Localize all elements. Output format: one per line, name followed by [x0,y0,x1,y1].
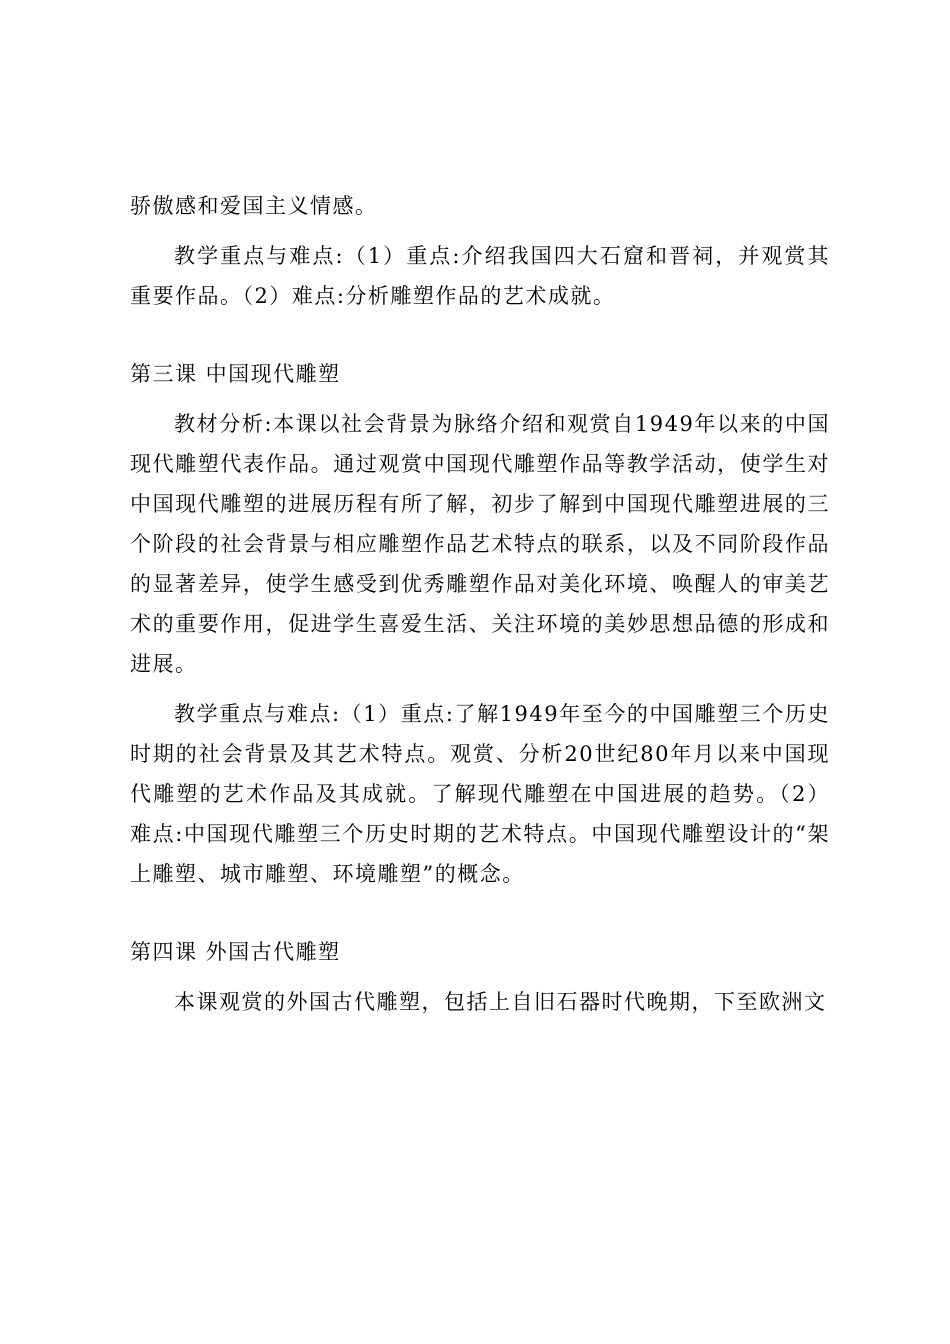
lesson-4-heading: 第四课 外国古代雕塑 [130,940,341,964]
document-body [130,186,830,1022]
paragraph-lesson-4-intro: 本课观赏的外国古代雕塑，包括上自旧石器时代晚期，下至欧洲文 [174,990,827,1014]
lesson-3-heading: 第三课 中国现代雕塑 [130,362,341,386]
paragraph-lesson-3-key-points: 教学重点与难点:（1）重点:了解1949年至今的中国雕塑三个历史时期的社会背景及其艺术特点。观赏、分析20世纪80年月以来中国现代雕塑的艺术作品及其成就。了解现代雕塑在中国进展的趋势。（2）难点:中国现代雕塑三个历史时期的艺术特点。中国现代雕塑设计的“架上雕塑、城市雕塑、环境雕塑”的概念。 [130,702,830,886]
paragraph-lesson-3-analysis: 教材分析:本课以社会背景为脉络介绍和观赏自1949年以来的中国现代雕塑代表作品。通过观赏中国现代雕塑作品等教学活动，使学生对中国现代雕塑的进展历程有所了解，初步了解到中国现代雕塑进展的三个阶段的社会背景与相应雕塑作品艺术特点的联系，以及不同阶段作品的显著差异，使学生感受到优秀雕塑作品对美化环境、唤醒人的审美艺术的重要作用，促进学生喜爱生活、关注环境的美妙思想品德的形成和进展。 [130,412,830,676]
paragraph-intro-end: 骄傲感和爱国主义情感。 [130,194,378,218]
paragraph-key-points: 教学重点与难点:（1）重点:介绍我国四大石窟和晋祠，并观赏其重要作品。（2）难点:分析雕塑作品的艺术成就。 [130,244,830,308]
